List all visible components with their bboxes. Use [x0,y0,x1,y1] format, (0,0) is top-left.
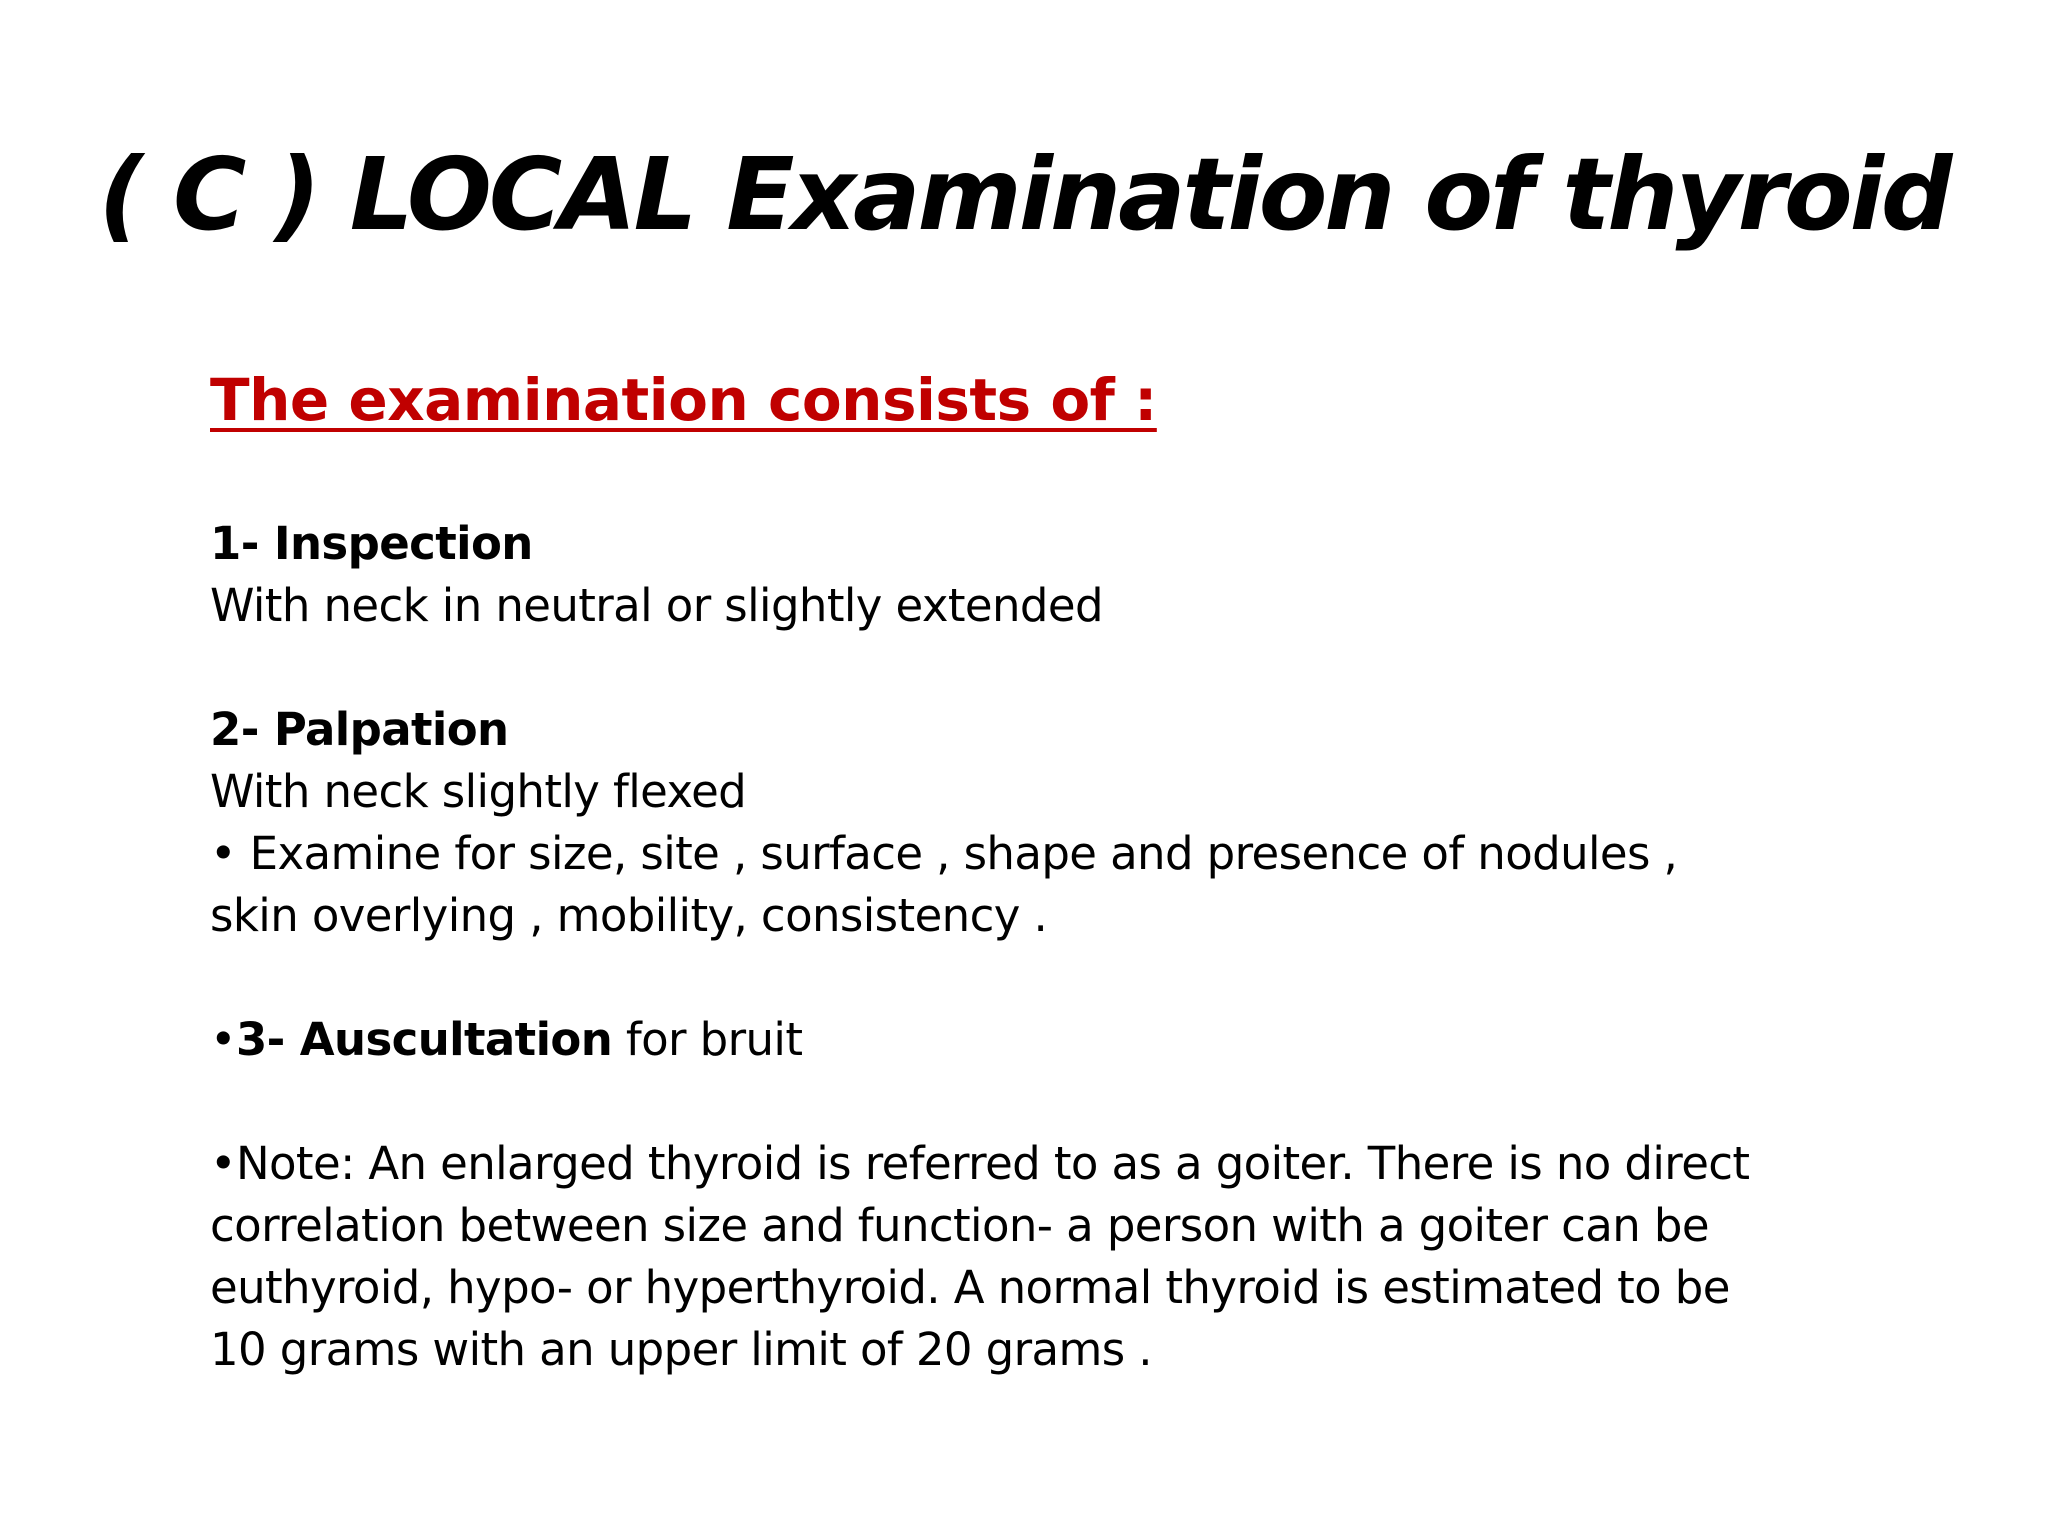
note-line-3: euthyroid, hypo- or hyperthyroid. A normal thyroid is estimated to be [210,1261,1730,1314]
auscultation-heading: 3- Auscultation [235,1013,613,1066]
auscultation-text: for bruit [612,1013,803,1066]
spacer [210,637,1910,699]
auscultation-line [210,1009,1910,1071]
note-line-4: 10 grams with an upper limit of 20 grams . [210,1323,1152,1376]
examination-subheading: The examination consists of : [210,366,1157,434]
spacer [210,947,1910,1009]
inspection-heading: 1- Inspection [210,517,533,570]
palpation-bullet-line-1: • Examine for size, site , surface , shape and presence of nodules , [210,827,1678,880]
inspection-text: With neck in neutral or slightly extended [210,579,1103,632]
palpation-bullet-line-2: skin overlying , mobility, consistency . [210,889,1048,942]
spacer [210,1071,1910,1133]
note-line-2: correlation between size and function- a person with a goiter can be [210,1199,1709,1252]
auscultation-bullet: • [210,1013,236,1066]
slide-content [210,355,1910,1381]
note-line-1: •Note: An enlarged thyroid is referred to as a goiter. There is no direct [210,1137,1750,1190]
palpation-heading: 2- Palpation [210,703,509,756]
palpation-text: With neck slightly flexed [210,765,747,818]
slide-title: ( C ) LOCAL Examination of thyroid [98,136,1950,253]
